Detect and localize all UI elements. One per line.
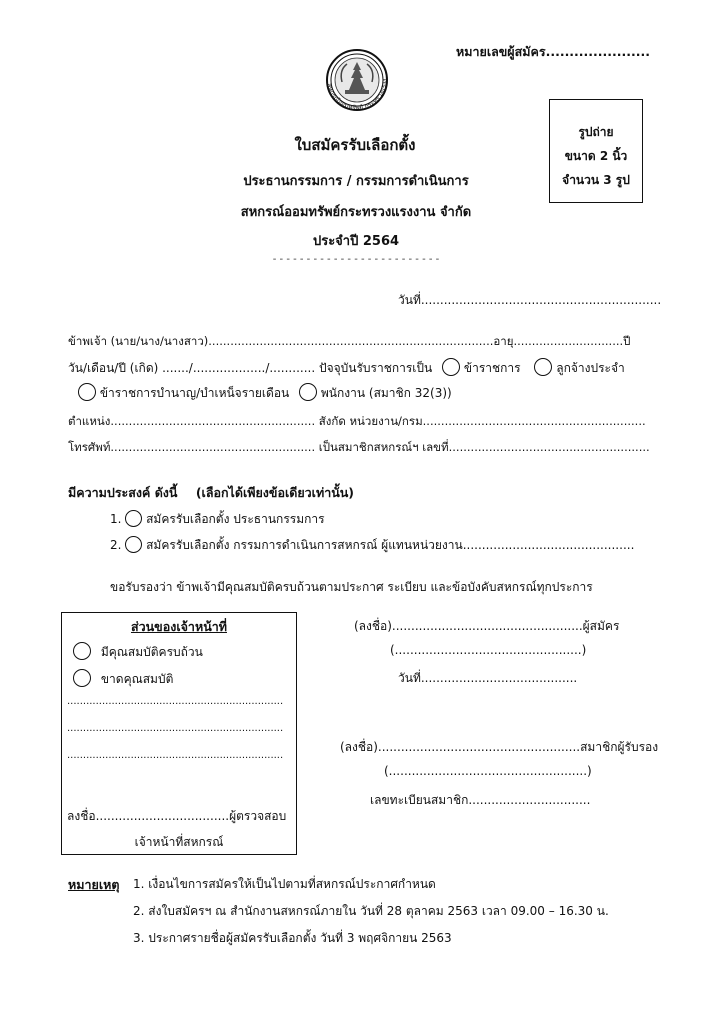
- unqualified-label: ขาดคุณสมบัติ: [100, 672, 174, 686]
- qualified-label: มีคุณสมบัติครบถ้วน: [100, 645, 203, 659]
- civil-servant-radio[interactable]: [442, 358, 460, 376]
- permanent-employee-label: ลูกจ้างประจำ: [556, 361, 625, 375]
- form-title: ใบสมัครรับเลือกตั้ง: [294, 136, 416, 154]
- purpose-heading: มีความประสงค์ ดังนี้: [68, 485, 178, 500]
- purpose-option-2: [110, 536, 634, 555]
- option-2-number: 2.: [110, 538, 122, 552]
- phone-member-number-field[interactable]: โทรศัพท์........................................................ เป็นสมาชิกสหกรณ์ฯ เลขที่.......................................................: [68, 440, 650, 454]
- chairman-label: สมัครรับเลือกตั้ง ประธานกรรมการ: [146, 512, 325, 526]
- unqualified-row: [73, 669, 173, 689]
- photo-count: จำนวน 3 รูป: [562, 173, 630, 187]
- applicant-name-field[interactable]: (.................................................): [390, 643, 587, 657]
- member-id-field[interactable]: เลขทะเบียนสมาชิก................................: [370, 793, 591, 807]
- date-field[interactable]: วันที่...............................................................: [398, 293, 662, 307]
- unqualified-radio[interactable]: [73, 669, 91, 687]
- photo-size: ขนาด 2 นิ้ว: [564, 149, 628, 163]
- note-item-3: 3. ประกาศรายชื่อผู้สมัครรับเลือกตั้ง วันที่ 3 พฤศจิกายน 2563: [133, 931, 452, 945]
- title-positions: ประธานกรรมการ / กรรมการดำเนินการ: [243, 174, 469, 189]
- title-organization: สหกรณ์ออมทรัพย์กระทรวงแรงงาน จำกัด: [240, 205, 472, 220]
- committee-label[interactable]: สมัครรับเลือกตั้ง กรรมการดำเนินการสหกรณ์ ผู้แทนหน่วยงาน.............................................: [146, 538, 635, 552]
- name-age-field[interactable]: ข้าพเจ้า (นาย/นาง/นางสาว)..............................................................................อายุ..............................ปี: [68, 334, 631, 348]
- chairman-radio[interactable]: [125, 510, 142, 527]
- officer-note-line-1[interactable]: ....................................................................: [67, 696, 284, 707]
- birth-date-field[interactable]: วัน/เดือน/ปี (เกิด) ......./.................../............ ปัจจุบันรับราชการเป็น: [68, 361, 433, 375]
- qualified-radio[interactable]: [73, 642, 91, 660]
- title-divider: - - - - - - - - - - - - - - - - - - - - - - - - -: [272, 254, 440, 265]
- officer-note-line-3[interactable]: ....................................................................: [67, 750, 284, 761]
- option-1-number: 1.: [110, 512, 122, 526]
- position-affiliation-field[interactable]: ตำแหน่ง........................................................ สังกัด หน่วยงาน/กรม.............................................................: [68, 414, 646, 428]
- applicant-sign-field[interactable]: (ลงชื่อ)..................................................ผู้สมัคร: [354, 619, 620, 633]
- applicant-date-field[interactable]: วันที่.........................................: [398, 671, 578, 685]
- officer-sign-field[interactable]: ลงชื่อ...................................ผู้ตรวจสอบ: [67, 809, 287, 823]
- member-name-field[interactable]: (....................................................): [384, 764, 592, 778]
- title-year: ประจำปี 2564: [312, 234, 400, 249]
- qualified-row: [73, 642, 203, 662]
- officer-role: เจ้าหน้าที่สหกรณ์: [134, 835, 224, 849]
- certification-text: ขอรับรองว่า ข้าพเจ้ามีคุณสมบัติครบถ้วนตามประกาศ ระเบียบ และข้อบังคับสหกรณ์ทุกประการ: [110, 580, 593, 594]
- seal-text: สหกรณ์ออมทรัพย์ กระทรวงแรงง: [325, 78, 390, 113]
- purpose-heading-row: [68, 483, 354, 503]
- civil-servant-label: ข้าราชการ: [463, 361, 521, 375]
- officer-heading: ส่วนของเจ้าหน้าที่: [130, 619, 227, 634]
- applicant-number: หมายเลขผู้สมัคร......................: [456, 44, 651, 59]
- status-row-2: [78, 383, 452, 403]
- staff-label: พนักงาน (สมาชิก 32(3)): [320, 386, 452, 400]
- officer-note-line-2[interactable]: ....................................................................: [67, 723, 284, 734]
- pensioner-label: ข้าราชการบำนาญ/บำเหน็จรายเดือน: [99, 386, 290, 400]
- member-sign-field[interactable]: (ลงชื่อ).....................................................สมาชิกผู้รับรอง: [340, 740, 659, 754]
- birth-status-row: [68, 358, 625, 378]
- committee-radio[interactable]: [125, 536, 142, 553]
- photo-label: รูปถ่าย: [578, 125, 614, 139]
- pensioner-radio[interactable]: [78, 383, 96, 401]
- purpose-option-1: [110, 510, 325, 529]
- note-item-1: 1. เงื่อนไขการสมัครให้เป็นไปตามที่สหกรณ์ประกาศกำหนด: [133, 877, 436, 891]
- cooperative-seal-logo: [315, 40, 399, 124]
- note-item-2: 2. ส่งใบสมัครฯ ณ สำนักงานสหกรณ์ภายใน วันที่ 28 ตุลาคม 2563 เวลา 09.00 – 16.30 น.: [133, 904, 609, 918]
- purpose-note: (เลือกได้เพียงข้อเดียวเท่านั้น): [195, 485, 355, 500]
- staff-radio[interactable]: [299, 383, 317, 401]
- permanent-employee-radio[interactable]: [534, 358, 552, 376]
- notes-label: หมายเหตุ: [68, 877, 120, 892]
